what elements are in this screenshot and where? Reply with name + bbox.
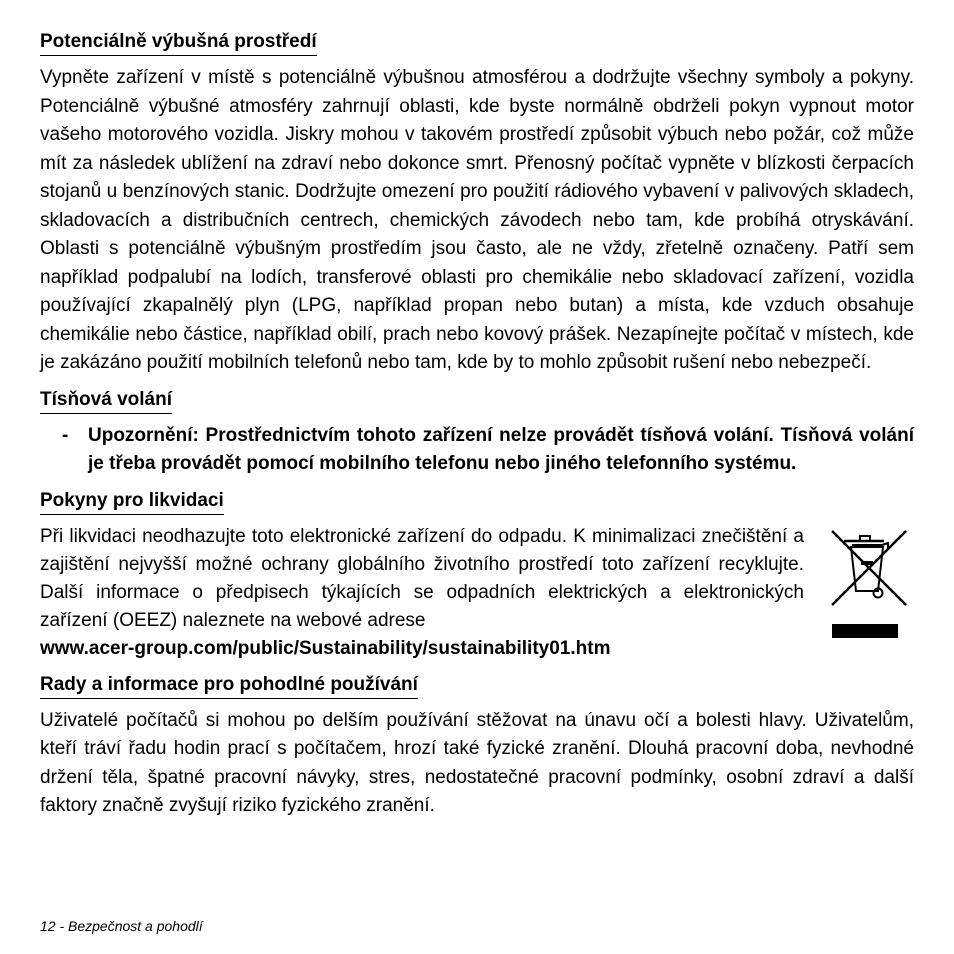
recycling-url: www.acer-group.com/public/Sustainability/sustainability01.htm bbox=[40, 637, 611, 659]
disposal-body bbox=[40, 523, 914, 663]
section-explosive-environments bbox=[40, 30, 914, 378]
section-comfort bbox=[40, 673, 914, 821]
section-heading-comfort: Rady a informace pro pohodlné používání bbox=[40, 673, 418, 699]
emergency-warning-text: Upozornění: Prostřednictvím tohoto zařízení nelze provádět tísňová volání. Tísňová volání je třeba provádět pomocí mobilního telefonu nebo jiného telefonního systému. bbox=[88, 424, 914, 474]
bullet-dash: - bbox=[62, 424, 69, 446]
section-heading-emergency: Tísňová volání bbox=[40, 388, 172, 414]
weee-crossed-bin-icon bbox=[804, 523, 914, 663]
disposal-text-block bbox=[40, 523, 804, 663]
page-footer: 12 - Bezpečnost a pohodlí bbox=[40, 918, 203, 934]
section-heading-disposal: Pokyny pro likvidaci bbox=[40, 489, 224, 515]
section-heading-explosive: Potenciálně výbušná prostředí bbox=[40, 30, 317, 56]
section-disposal bbox=[40, 489, 914, 663]
paragraph-comfort: Uživatelé počítačů si mohou po delším používání stěžovat na únavu očí a bolesti hlavy. Uživatelům, kteří tráví řadu hodin prací s počítačem, hrozí také fyzické zranění. Dlouhá pracovní doba, nevhodné držení těla, špatné pracovní návyky, stres, nedostatečné pracovní podmínky, osobní zdraví a další faktory značně zvyšují riziko fyzického zranění. bbox=[40, 709, 914, 816]
section-emergency-calls bbox=[40, 388, 914, 479]
document-page bbox=[40, 30, 914, 831]
paragraph-disposal: Při likvidaci neodhazujte toto elektronické zařízení do odpadu. K minimalizaci znečištění a zajištění nejvyšší možné ochrany globálního životního prostředí toto zařízení recyklujte. Další informace o předpisech týkajících se odpadních elektrických a elektronických zařízení (OEEZ) naleznete na webové adrese bbox=[40, 525, 804, 631]
paragraph-explosive: Vypněte zařízení v místě s potenciálně výbušnou atmosférou a dodržujte všechny symboly a pokyny. Potenciálně výbušné atmosféry zahrnují oblasti, kde byste normálně obdrželi pokyn vypnout motor vašeho motorového vozidla. Jiskry mohou v takovém prostředí způsobit výbuch nebo požár, což může mít za následek ublížení na zdraví nebo dokonce smrt. Přenosný počítač vypněte v blízkosti čerpacích stojanů u benzínových stanic. Dodržujte omezení pro použití rádiového vybavení v palivových skladech, skladovacích a distribučních centrech, chemických závodech nebo tam, kde probíhá otryskávání. Oblasti s potenciálně výbušným prostředím jsou často, ale ne vždy, zřetelně označeny. Patří sem například podpalubí na lodích, transferové oblasti pro chemikálie nebo skladovací zařízení, vozidla používající zkapalnělý plyn (LPG, například propan nebo butan) a místa, kde vzduch obsahuje chemikálie nebo částice, například obilí, prach nebo kovový prášek. Nezapínejte počítač v místech, kde je zakázáno použití mobilních telefonů nebo tam, kde by to mohlo způsobit rušení nebo nebezpečí. bbox=[40, 67, 914, 373]
emergency-warning-bullet bbox=[40, 422, 914, 479]
